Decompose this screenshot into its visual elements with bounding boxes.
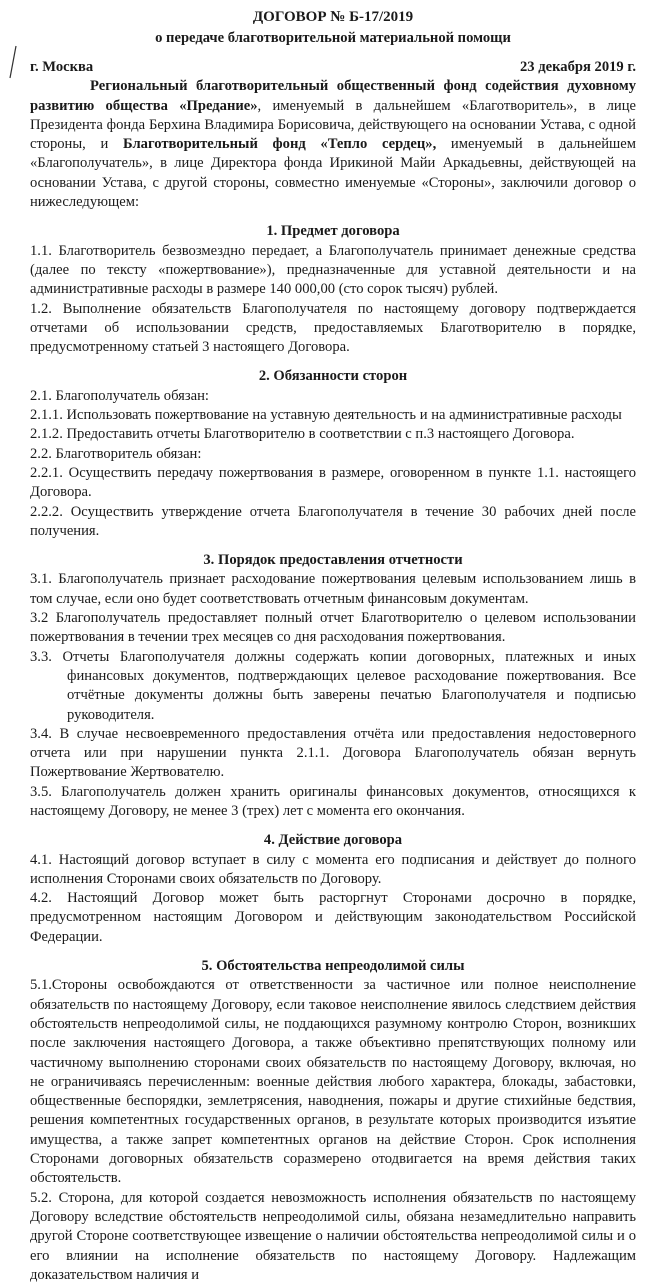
clause: 4.2. Настоящий Договор может быть расторгнут Сторонами досрочно в порядке, предусмотренном настоящим Договором и действующим законодательством Российской Федерации. bbox=[30, 890, 636, 945]
clause: 5.2. Сторона, для которой создается невозможность исполнения обязательств по настоящему Договору вследствие обстоятельств непреодолимой силы, обязана незамедлительно направить другой Стороне соответствующее извещение о наличии обстоятельства непреодолимой силы и о его влиянии на исполнение обязательств по настоящему Договору. Надлежащим доказательством наличия и bbox=[30, 1189, 636, 1283]
city: г. Москва bbox=[30, 59, 94, 75]
preamble bbox=[30, 77, 636, 212]
section-2 bbox=[30, 367, 636, 541]
contract-subtitle: о передаче благотворительной материальной помощи bbox=[155, 30, 511, 46]
section-1 bbox=[30, 222, 636, 357]
preamble-text-1: , именуемый в дальнейшем «Благотворитель», в лице Президента фонда Берхина Владимира Борисовича, действующего на основании Устава, с одной стороны, и bbox=[30, 97, 637, 153]
clause: 2.1.1. Использовать пожертвование на уставную деятельность и на административные расходы bbox=[30, 407, 622, 424]
section-5 bbox=[30, 957, 636, 1285]
clause: 3.2 Благополучатель предоставляет полный отчет Благотворителю о целевом использовании пожертвования в течении трех месяцев со дня расходования пожертвования. bbox=[30, 610, 636, 646]
clause: 2.1.2. Предоставить отчеты Благотворителю в соответствии с п.3 настоящего Договора. bbox=[30, 426, 575, 443]
clause: 3.1. Благополучатель признает расходование пожертвования целевым использованием лишь в том случае, если оно будет соответствовать отчетным финансовым документам. bbox=[30, 571, 636, 607]
section-heading: 5. Обстоятельства непреодолимой силы bbox=[201, 958, 465, 975]
section-heading: 2. Обязанности сторон bbox=[258, 368, 408, 385]
handwritten-pen-mark bbox=[6, 44, 20, 80]
contract-title: ДОГОВОР № Б-17/2019 bbox=[252, 9, 414, 25]
clause: 2.2.2. Осуществить утверждение отчета Благополучателя в течение 30 рабочих дней после получения. bbox=[30, 503, 636, 539]
section-heading: 3. Порядок предоставления отчетности bbox=[203, 552, 463, 569]
party2-name: Благотворительный фонд «Тепло сердец», bbox=[123, 136, 437, 153]
section-heading: 4. Действие договора bbox=[263, 832, 403, 849]
clause: 3.3. Отчеты Благополучателя должны содержать копии договорных, платежных и иных финансовых документов, подтверждающих целевое расходование пожертвования. Все отчётные документы должны быть заверены печатью Благополучателя и подписью руководителя. bbox=[30, 648, 636, 723]
clause: 2.2. Благотворитель обязан: bbox=[30, 445, 202, 462]
section-4 bbox=[30, 831, 636, 947]
clause: 2.2.1. Осуществить передачу пожертвования в размере, оговоренном в пункте 1.1. настоящего Договора. bbox=[30, 464, 636, 501]
section-3 bbox=[30, 551, 636, 821]
contract-page bbox=[30, 6, 636, 1285]
preamble-text-2: именуемый в дальнейшем «Благополучатель», в лице Директора фонда Ирикиной Майи Аркадьевны, действующей на основании Устава, с другой стороны, совместно именуемые «Стороны», заключили договор о нижеследующем: bbox=[30, 136, 636, 211]
party1-name: Региональный благотворительный общественный фонд содействия духовному развитию общества «Предание» bbox=[30, 78, 636, 114]
clause: 1.1. Благотворитель безвозмездно передает, а Благополучатель принимает денежные средства (далее по тексту «пожертвование»), предназначенные для уставной деятельности и на административные расходы в размере 140 000,00 (сто сорок тысяч) рублей. bbox=[30, 242, 636, 298]
clause: 3.4. В случае несвоевременного предоставления отчёта или предоставления недостоверного отчета или при нарушении пункта 2.1.1. Договора Благополучатель обязан вернуть Пожертвование Жертвователю. bbox=[30, 725, 636, 781]
clause: 4.1. Настоящий договор вступает в силу с момента его подписания и действует до полного исполнения Сторонами своих обязательств по Договору. bbox=[30, 851, 636, 887]
contract-date: 23 декабря 2019 г. bbox=[519, 59, 636, 75]
clause: 5.1.Стороны освобождаются от ответственности за частичное или полное неисполнение обязательств по настоящему Договору, если таковое неисполнение явилось следствием действия обстоятельств непреодолимой силы, не поддающихся разумному контролю Сторон, возникших после заключения настоящего Договора, а также объективно препятствующих полному или частичному выполнению сторонами своих обязательств по настоящему Договору, включая, но не ограничиваясь перечисленным: военные действия любого характера, блокады, забастовки, общественные беспорядки, землетрясения, наводнения, пожары и другие стихийные бедствия, решения компетентных государственных органов, в результате которых производится изъятие имущества, а также запрет компетентных органов на действие Сторон. Срок исполнения Сторонами договорных обязательств соразмерено отодвигается на время действия таких обстоятельств. bbox=[30, 977, 636, 1187]
section-heading: 1. Предмет договора bbox=[266, 223, 400, 240]
clause: 3.5. Благополучатель должен хранить оригиналы финансовых документов, относящихся к настоящему Договору, не менее 3 (трех) лет с момента его окончания. bbox=[30, 783, 636, 819]
place-date-row bbox=[30, 58, 636, 77]
clause: 2.1. Благополучатель обязан: bbox=[30, 387, 209, 404]
clause: 1.2. Выполнение обязательств Благополучателя по настоящему договору подтверждается отчетами об использовании средств, предоставляемых Благотворителю в порядке, предусмотренному статьей 3 настоящего Договора. bbox=[30, 300, 636, 356]
